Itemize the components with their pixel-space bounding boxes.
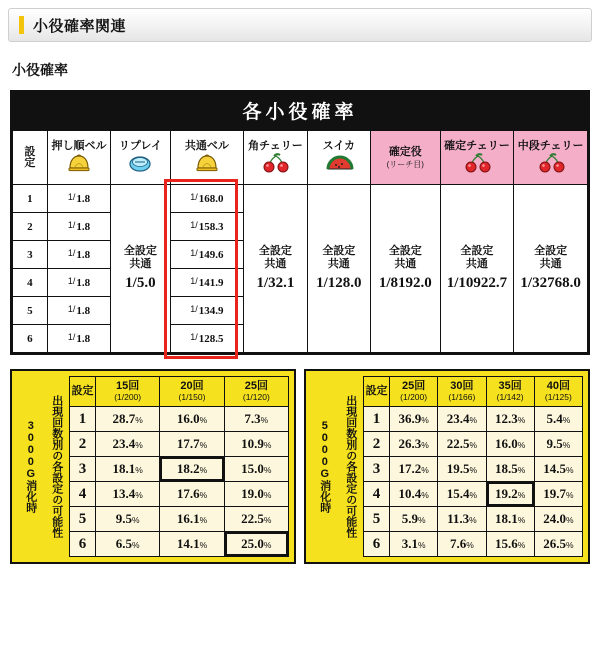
- header-col-25: 25回 (1/200): [390, 377, 438, 407]
- chuudan-cherry-value: 全設定 共通 1/32768.0: [514, 185, 588, 353]
- setting-number: 6: [364, 532, 390, 557]
- probability-cell: 24.0%: [534, 507, 582, 532]
- header-col-20: 20回 (1/150): [160, 377, 224, 407]
- table-row: [70, 532, 289, 557]
- probability-cell: 10.9%: [224, 432, 288, 457]
- setting-number: 2: [70, 432, 96, 457]
- occurrence-grid-3000g: [69, 376, 289, 557]
- kyoutsu-bell-value: 1/149.6: [170, 241, 244, 269]
- probability-cell: 11.3%: [438, 507, 486, 532]
- setting-number: 2: [364, 432, 390, 457]
- header-kakutei-yaku: 確定役 (リーチ目): [371, 131, 441, 185]
- probability-cell: 22.5%: [224, 507, 288, 532]
- probability-cell: 23.4%: [438, 407, 486, 432]
- replay-icon: [127, 153, 153, 175]
- panel-vertical-title: 3000G消化時: [24, 420, 37, 513]
- probability-cell: 19.5%: [438, 457, 486, 482]
- header-replay: リプレイ: [111, 131, 170, 185]
- setting-number: 1: [13, 185, 48, 213]
- kyoutsu-bell-value: 1/134.9: [170, 297, 244, 325]
- probability-cell: 6.5%: [96, 532, 160, 557]
- kado-cherry-value: 全設定 共通 1/32.1: [244, 185, 307, 353]
- table-row: [364, 532, 583, 557]
- cherry-icon: [261, 153, 289, 175]
- probability-cell: 26.5%: [534, 532, 582, 557]
- probability-cell: 5.4%: [534, 407, 582, 432]
- panel-5000g: [304, 369, 590, 564]
- table-row: [364, 407, 583, 432]
- header-col-40: 40回 (1/125): [534, 377, 582, 407]
- probability-cell: 14.5%: [534, 457, 582, 482]
- probability-cell: 17.6%: [160, 482, 224, 507]
- probability-cell: 18.1%: [96, 457, 160, 482]
- probability-cell: 9.5%: [96, 507, 160, 532]
- page-header: [8, 8, 592, 42]
- probability-cell: 22.5%: [438, 432, 486, 457]
- setting-number: 3: [13, 241, 48, 269]
- table-row: [364, 482, 583, 507]
- probability-grid: [12, 130, 588, 353]
- probability-cell: 15.6%: [486, 532, 534, 557]
- probability-cell: 17.7%: [160, 432, 224, 457]
- kyoutsu-bell-value: 1/168.0: [170, 185, 244, 213]
- panel-vertical-title: 5000G消化時: [318, 420, 331, 513]
- probability-cell: 16.0%: [160, 407, 224, 432]
- main-probability-table: [10, 90, 590, 355]
- header-oshijun-bell: 押し順ベル: [47, 131, 110, 185]
- setting-number: 5: [364, 507, 390, 532]
- kyoutsu-bell-value: 1/128.5: [170, 325, 244, 353]
- probability-cell: 16.1%: [160, 507, 224, 532]
- table-row: [70, 457, 289, 482]
- main-table-title: 各小役確率: [12, 92, 588, 130]
- oshijun-bell-value: 1/1.8: [47, 297, 110, 325]
- setting-number: 3: [364, 457, 390, 482]
- probability-cell: 19.0%: [224, 482, 288, 507]
- setting-number: 4: [364, 482, 390, 507]
- table-row: [70, 432, 289, 457]
- oshijun-bell-value: 1/1.8: [47, 185, 110, 213]
- header-col-25: 25回 (1/120): [224, 377, 288, 407]
- setting-number: 6: [13, 325, 48, 353]
- setting-number: 6: [70, 532, 96, 557]
- header-kado-cherry: 角チェリー: [244, 131, 307, 185]
- table-header-row: [364, 377, 583, 407]
- setting-number: 2: [13, 213, 48, 241]
- probability-cell: 26.3%: [390, 432, 438, 457]
- probability-cell: 12.3%: [486, 407, 534, 432]
- occurrence-grid-5000g: [363, 376, 583, 557]
- probability-cell: 19.7%: [534, 482, 582, 507]
- page-title: 小役確率関連: [33, 17, 127, 35]
- panel-vertical-subtitle: 出現回数別の各設定の可能性: [344, 395, 357, 538]
- panel-vertical-subtitle: 出現回数別の各設定の可能性: [50, 395, 63, 538]
- probability-cell: 7.3%: [224, 407, 288, 432]
- kyoutsu-bell-value: 1/158.3: [170, 213, 244, 241]
- bell-icon: [66, 153, 92, 175]
- probability-cell-highlighted: 18.2%: [160, 457, 224, 482]
- probability-cell: 13.4%: [96, 482, 160, 507]
- probability-cell: 16.0%: [486, 432, 534, 457]
- oshijun-bell-value: 1/1.8: [47, 325, 110, 353]
- table-row: [13, 185, 588, 213]
- cherry-icon: [537, 153, 565, 175]
- header-chuudan-cherry: 中段チェリー: [514, 131, 588, 185]
- header-kakutei-cherry: 確定チェリー: [440, 131, 514, 185]
- table-row: [364, 507, 583, 532]
- header-setting: 設定: [70, 377, 96, 407]
- probability-cell: 18.5%: [486, 457, 534, 482]
- table-row: [70, 507, 289, 532]
- probability-cell: 3.1%: [390, 532, 438, 557]
- oshijun-bell-value: 1/1.8: [47, 213, 110, 241]
- kakutei-cherry-value: 全設定 共通 1/10922.7: [440, 185, 514, 353]
- probability-cell: 7.6%: [438, 532, 486, 557]
- probability-cell: 15.0%: [224, 457, 288, 482]
- header-setting: 設定: [364, 377, 390, 407]
- probability-cell: 5.9%: [390, 507, 438, 532]
- setting-number: 5: [70, 507, 96, 532]
- kakutei-yaku-value: 全設定 共通 1/8192.0: [371, 185, 441, 353]
- probability-cell: 23.4%: [96, 432, 160, 457]
- probability-cell-highlighted: 25.0%: [224, 532, 288, 557]
- setting-number: 1: [70, 407, 96, 432]
- header-col-30: 30回 (1/166): [438, 377, 486, 407]
- suika-value: 全設定 共通 1/128.0: [307, 185, 370, 353]
- oshijun-bell-value: 1/1.8: [47, 269, 110, 297]
- header-suika: スイカ: [307, 131, 370, 185]
- occurrence-panels: [10, 369, 590, 564]
- table-row: [364, 457, 583, 482]
- setting-number: 3: [70, 457, 96, 482]
- probability-cell: 28.7%: [96, 407, 160, 432]
- header-col-15: 15回 (1/200): [96, 377, 160, 407]
- probability-cell: 10.4%: [390, 482, 438, 507]
- table-row: [364, 432, 583, 457]
- table-row: [70, 482, 289, 507]
- oshijun-bell-value: 1/1.8: [47, 241, 110, 269]
- bell-icon: [194, 153, 220, 175]
- setting-number: 5: [13, 297, 48, 325]
- probability-cell: 18.1%: [486, 507, 534, 532]
- probability-cell: 17.2%: [390, 457, 438, 482]
- setting-number: 1: [364, 407, 390, 432]
- table-row: [70, 407, 289, 432]
- setting-number: 4: [70, 482, 96, 507]
- section-title: 小役確率: [12, 62, 68, 78]
- header-kyoutsu-bell: 共通ベル: [170, 131, 244, 185]
- panel-3000g: [10, 369, 296, 564]
- probability-cell: 36.9%: [390, 407, 438, 432]
- header-setting: 設 定: [13, 131, 48, 185]
- header-accent-bar: [19, 16, 24, 34]
- kyoutsu-bell-value: 1/141.9: [170, 269, 244, 297]
- table-header-row: [70, 377, 289, 407]
- probability-cell: 9.5%: [534, 432, 582, 457]
- replay-value: 全設定 共通 1/5.0: [111, 185, 170, 353]
- table-header-row: [13, 131, 588, 185]
- probability-cell-highlighted: 19.2%: [486, 482, 534, 507]
- watermelon-icon: [325, 153, 353, 175]
- probability-cell: 15.4%: [438, 482, 486, 507]
- cherry-icon: [463, 153, 491, 175]
- header-col-35: 35回 (1/142): [486, 377, 534, 407]
- probability-cell: 14.1%: [160, 532, 224, 557]
- setting-number: 4: [13, 269, 48, 297]
